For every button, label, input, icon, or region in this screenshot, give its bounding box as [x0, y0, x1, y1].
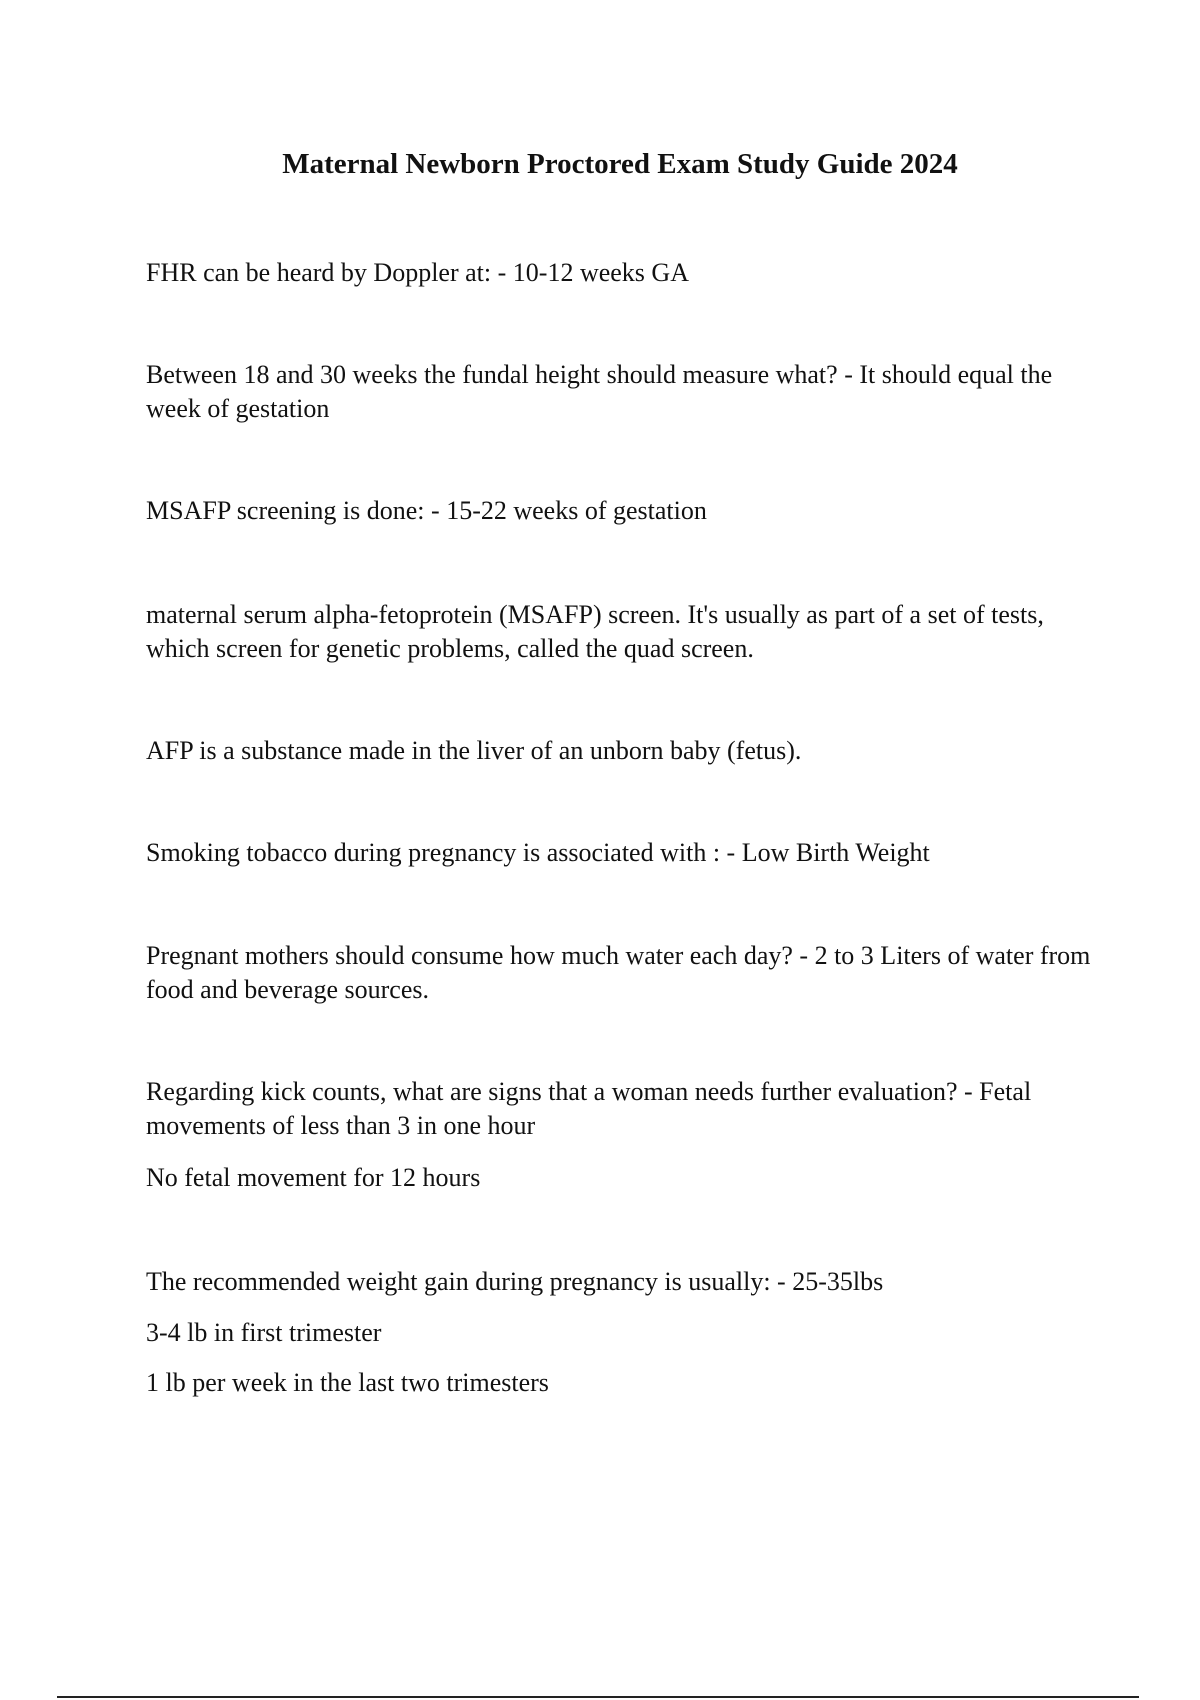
entry-text: Smoking tobacco during pregnancy is associated with : - Low Birth Weight	[146, 838, 930, 867]
entry-text: MSAFP screening is done: - 15-22 weeks of gestation	[146, 496, 707, 525]
study-entry-detail	[146, 1161, 1106, 1195]
study-entry	[146, 358, 1106, 426]
study-entry	[146, 1265, 1106, 1299]
entry-text: FHR can be heard by Doppler at: - 10-12 weeks GA	[146, 258, 689, 287]
entry-text: 3-4 lb in first trimester	[146, 1318, 382, 1347]
entry-text: Between 18 and 30 weeks the fundal height should measure what? - It should equal the week of gestation	[146, 360, 1053, 423]
study-entry	[146, 598, 1106, 666]
study-entry-detail	[146, 1316, 1106, 1350]
entry-text: 1 lb per week in the last two trimesters	[146, 1368, 549, 1397]
entry-text: AFP is a substance made in the liver of an unborn baby (fetus).	[146, 736, 802, 765]
bottom-divider	[57, 1696, 1139, 1698]
study-entry	[146, 256, 1106, 290]
entry-text: Pregnant mothers should consume how much water each day? - 2 to 3 Liters of water from food and beverage sources.	[146, 941, 1091, 1004]
entry-text: maternal serum alpha-fetoprotein (MSAFP) screen. It's usually as part of a set of tests, which screen for genetic problems, called the quad screen.	[146, 600, 1044, 663]
entry-text: No fetal movement for 12 hours	[146, 1163, 481, 1192]
study-entry	[146, 1075, 1106, 1143]
study-entry-detail	[146, 1366, 1106, 1400]
study-entry	[146, 939, 1106, 1007]
study-entry	[146, 734, 1106, 768]
study-entry	[146, 836, 1106, 870]
entry-text: The recommended weight gain during pregnancy is usually: - 25-35lbs	[146, 1267, 884, 1296]
entry-text: Regarding kick counts, what are signs that a woman needs further evaluation? - Fetal movements of less than 3 in one hour	[146, 1077, 1032, 1140]
study-entry	[146, 494, 1106, 528]
page-title: Maternal Newborn Proctored Exam Study Guide 2024	[282, 148, 958, 180]
